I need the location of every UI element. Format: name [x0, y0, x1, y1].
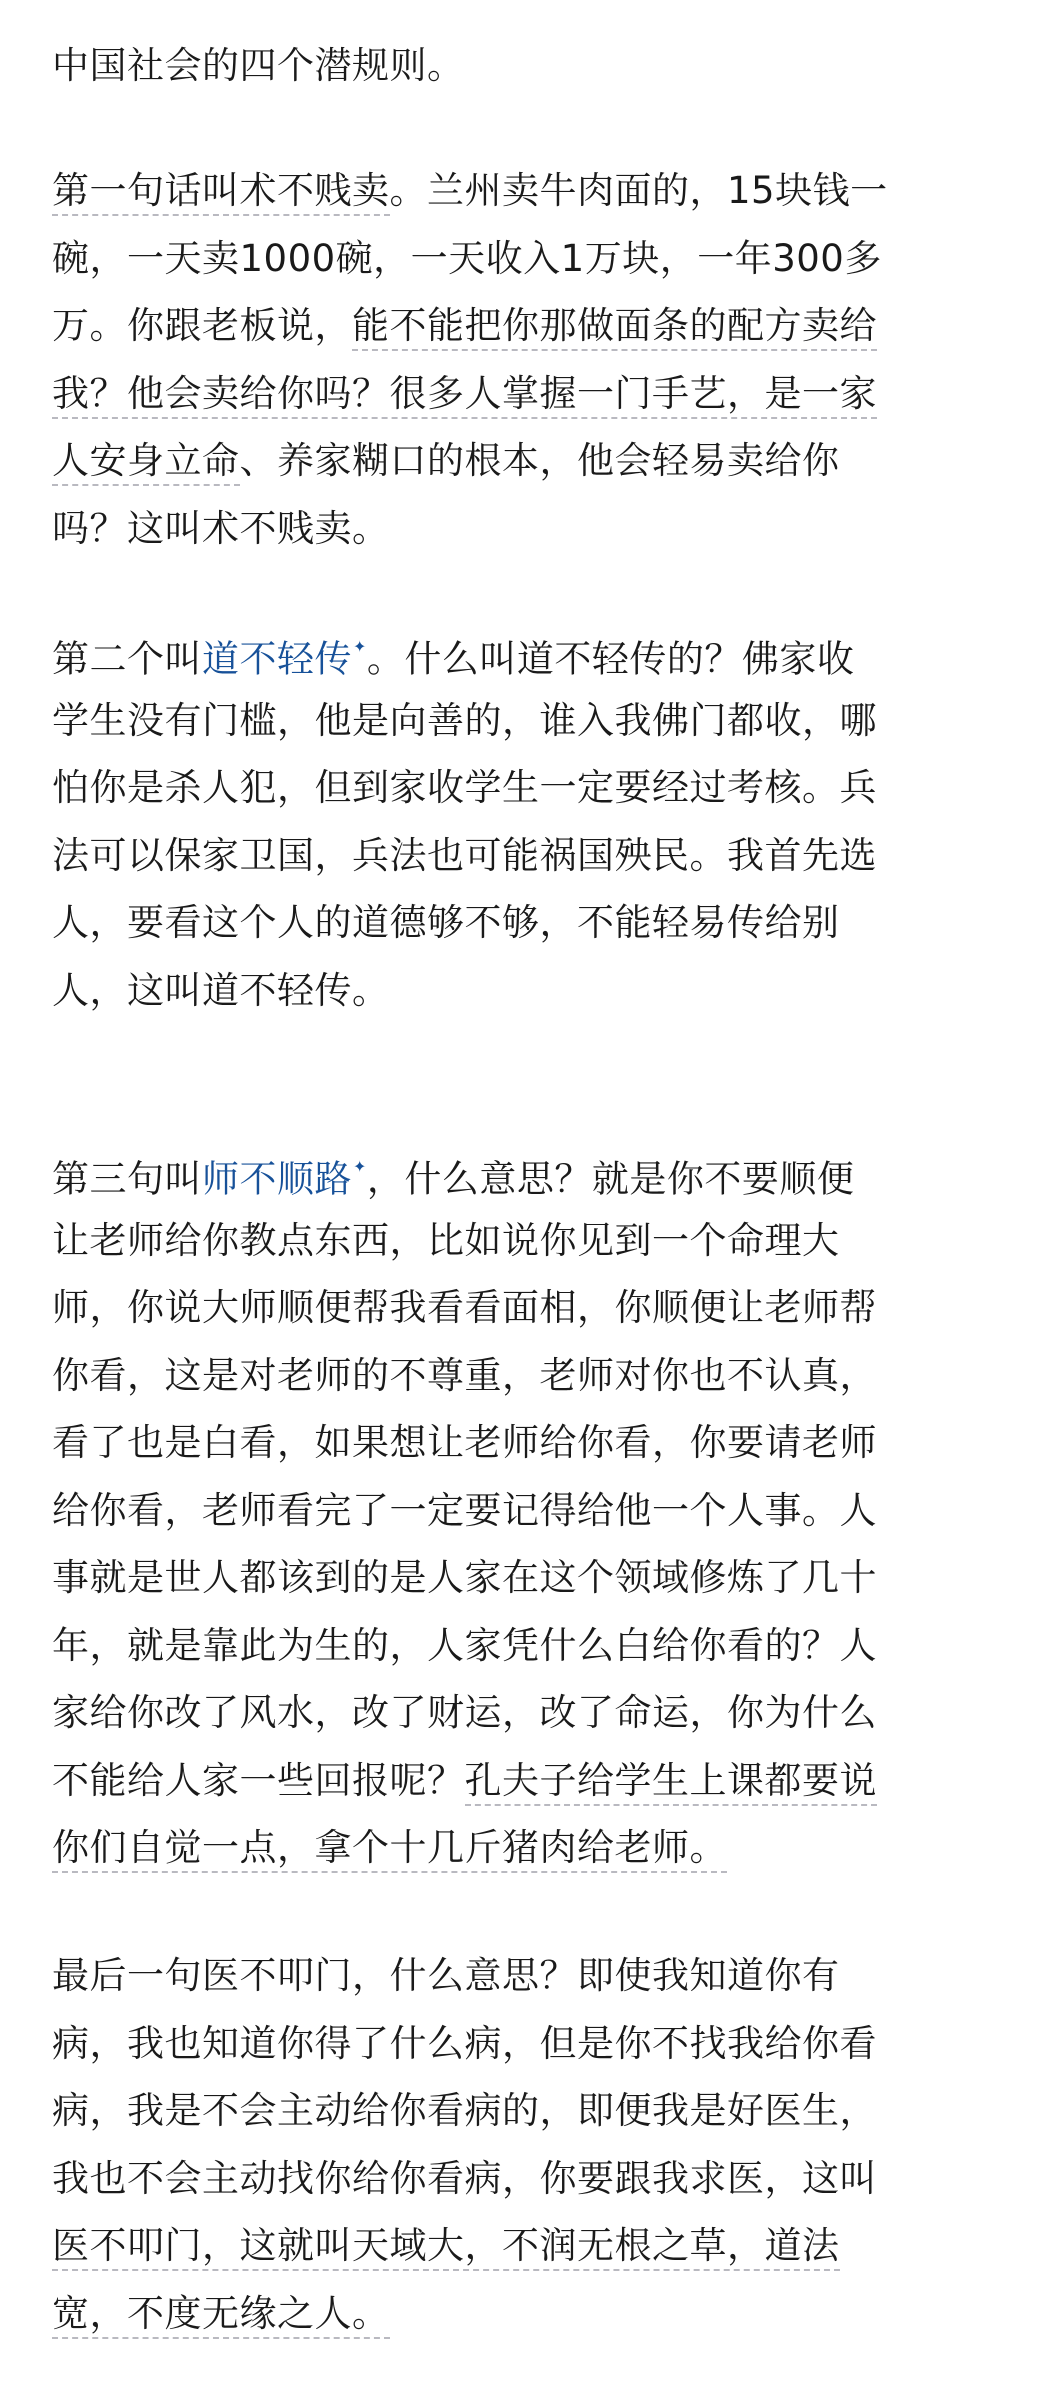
text-segment: 。什么叫道不轻传的？佛家收	[366, 637, 855, 681]
keyword-link[interactable]: 道不轻传	[202, 637, 352, 681]
text-segment: 碗，一天卖1000碗，一天收入1万块，一年300多	[52, 236, 882, 280]
text-segment: 怕你是杀人犯，但到家收学生一定要经过考核。兵	[52, 766, 877, 809]
text-segment: 我也不会主动找你给你看病，你要跟我求医，这叫	[52, 2156, 877, 2200]
paragraph-line	[52, 427, 840, 494]
paragraph-line	[52, 2010, 877, 2077]
text-segment: 第三句叫	[52, 1157, 202, 1201]
paragraph-line	[52, 619, 854, 686]
paragraph-line	[52, 2280, 390, 2347]
highlighted-phrase[interactable]: 你们自觉一点，拿个十几斤猪肉给老师。	[52, 1826, 727, 1873]
text-segment: 法可以保家卫国，兵法也可能祸国殃民。我首先选	[52, 833, 877, 877]
text-segment: 学生没有门槛，他是向善的，谁入我佛门都收，哪	[52, 698, 877, 742]
paragraph-line	[52, 292, 877, 359]
paragraph-line	[52, 1814, 727, 1881]
text-segment: 家给你改了风水，改了财运，改了命运，你为什么	[52, 1691, 877, 1734]
paragraph-line	[52, 2145, 877, 2212]
text-segment: 万。你跟老板说，	[52, 304, 352, 347]
text-segment: 让老师给你教点东西，比如说你见到一个命理大	[52, 1218, 840, 1262]
paragraph-line	[52, 889, 840, 956]
text-segment: 最后一句医不叩门，什么意思？即使我知道你有	[52, 1954, 840, 1997]
text-segment: 师，你说大师顺便帮我看看面相，你顺便让老师帮	[52, 1286, 877, 1329]
paragraph-line	[52, 1679, 877, 1746]
paragraph-line	[52, 1544, 877, 1611]
text-segment: 不能给人家一些回报呢？	[52, 1758, 465, 1802]
paragraph-line	[52, 687, 877, 754]
text-segment: 你看，这是对老师的不尊重，老师对你也不认真，	[52, 1353, 877, 1397]
paragraph-line	[52, 157, 888, 224]
paragraph-line	[52, 1274, 877, 1341]
text-segment: 事就是世人都该到的是人家在这个领域修炼了几十	[52, 1556, 877, 1599]
text-segment: 第二个叫	[52, 637, 202, 681]
highlighted-phrase[interactable]: 第一句话叫术不贱卖	[52, 169, 390, 216]
article-title: 中国社会的四个潜规则。	[52, 44, 465, 87]
text-segment: ，什么意思？就是你不要顺便	[366, 1157, 855, 1201]
text-segment: 年，就是靠此为生的，人家凭什么白给你看的？人	[52, 1623, 877, 1667]
paragraph-line	[52, 360, 877, 427]
paragraph-line	[52, 957, 390, 1024]
highlighted-phrase[interactable]: 医不叩门，这就叫天域大，不润无根之草，道法	[52, 2224, 840, 2271]
text-segment: 给你看，老师看完了一定要记得给他一个人事。人	[52, 1488, 877, 1532]
paragraph-line	[52, 1477, 877, 1544]
paragraph-line	[52, 2212, 840, 2279]
text-segment: 吗？这叫术不贱卖。	[52, 506, 390, 550]
paragraph-line	[52, 1409, 877, 1476]
paragraph-line	[52, 2077, 877, 2144]
highlighted-phrase[interactable]: 能不能把你那做面条的配方卖给	[352, 304, 877, 351]
highlighted-phrase[interactable]: 宽，不度无缘之人。	[52, 2292, 390, 2339]
paragraph-line	[52, 1342, 877, 1409]
text-segment: 病，我也知道你得了什么病，但是你不找我给你看	[52, 2021, 877, 2065]
text-segment: 、养家糊口的根本，他会轻易卖给你	[239, 439, 840, 482]
paragraph-line	[52, 225, 882, 292]
highlighted-phrase[interactable]: 我？他会卖给你吗？很多人掌握一门手艺，是一家	[52, 372, 877, 419]
sparkle-icon: ✦	[353, 637, 367, 656]
text-segment: 。兰州卖牛肉面的，15块钱一	[389, 169, 888, 212]
paragraph-line	[52, 495, 390, 562]
highlighted-phrase[interactable]: 孔夫子给学生上课都要说	[465, 1759, 878, 1806]
text-segment: 病，我是不会主动给你看病的，即便我是好医生，	[52, 2089, 877, 2132]
text-segment: 人，要看这个人的道德够不够，不能轻易传给别	[52, 901, 840, 944]
paragraph-line	[52, 1207, 840, 1274]
text-segment: 人，这叫道不轻传。	[52, 968, 390, 1012]
paragraph-line	[52, 1612, 877, 1679]
keyword-link[interactable]: 师不顺路	[202, 1157, 352, 1201]
sparkle-icon: ✦	[353, 1157, 367, 1176]
paragraph-line	[52, 1747, 877, 1814]
highlighted-phrase[interactable]: 人安身立命	[52, 439, 240, 486]
paragraph-line	[52, 1942, 840, 2009]
text-segment: 看了也是白看，如果想让老师给你看，你要请老师	[52, 1421, 877, 1464]
paragraph-line	[52, 1139, 854, 1206]
paragraph-line	[52, 754, 877, 821]
paragraph-line	[52, 822, 877, 889]
